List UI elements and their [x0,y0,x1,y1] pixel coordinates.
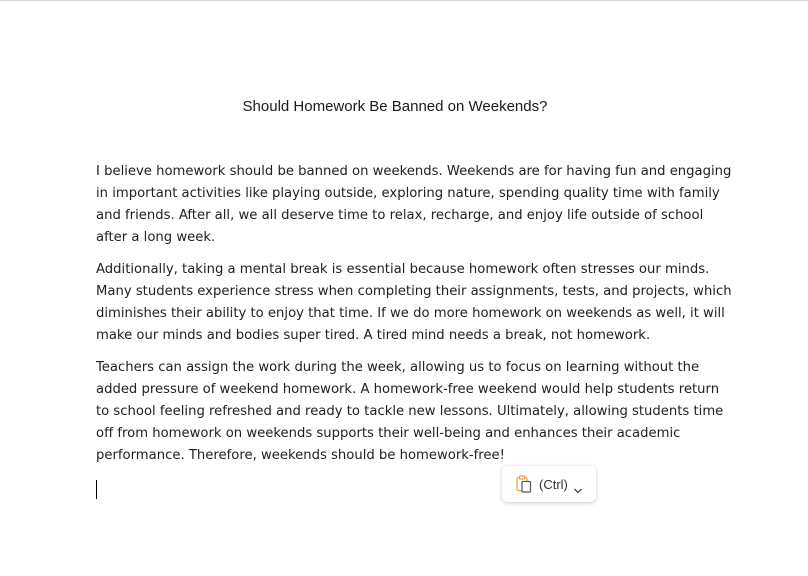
paragraph-line: off from homework on weekends supports their well-being and enhances their academic [96,426,681,441]
clipboard-paste-icon [516,475,532,493]
paragraph-line: diminishes their ability to enjoy that time. If we do more homework on weekends as well, it will [96,306,725,321]
paragraph-line: performance. Therefore, weekends should be homework-free! [96,448,505,463]
paragraph-1[interactable] [96,161,732,249]
paragraph-line: make our minds and bodies super tired. A tired mind needs a break, not homework. [96,328,651,343]
paragraph-line: Teachers can assign the work during the week, allowing us to focus on learning without the [96,360,700,375]
paragraph-line: after a long week. [96,230,216,245]
paragraph-line: Many students experience stress when completing their assignments, tests, and projects, which [96,284,732,299]
paste-options-button[interactable] [502,466,596,502]
paragraph-3[interactable] [96,357,726,467]
paragraph-line: Additionally, taking a mental break is essential because homework often stresses our minds. [96,262,710,277]
document-body[interactable] [96,161,732,477]
chevron-down-icon [573,480,583,488]
paste-options-label: (Ctrl) [539,476,568,492]
document-title[interactable]: Should Homework Be Banned on Weekends? [242,98,548,115]
paragraph-line: to school feeling refreshed and ready to tackle new lessons. Ultimately, allowing students time [96,404,724,419]
paragraph-2[interactable] [96,259,732,347]
paragraph-line: added pressure of weekend homework. A homework-free weekend would help students return [96,382,720,397]
paragraph-line: in important activities like playing outside, exploring nature, spending quality time with family [96,186,720,201]
paragraph-line: and friends. After all, we all deserve time to relax, recharge, and enjoy life outside of school [96,208,704,223]
paragraph-line: I believe homework should be banned on weekends. Weekends are for having fun and engaging [96,164,732,179]
text-cursor [96,480,97,499]
